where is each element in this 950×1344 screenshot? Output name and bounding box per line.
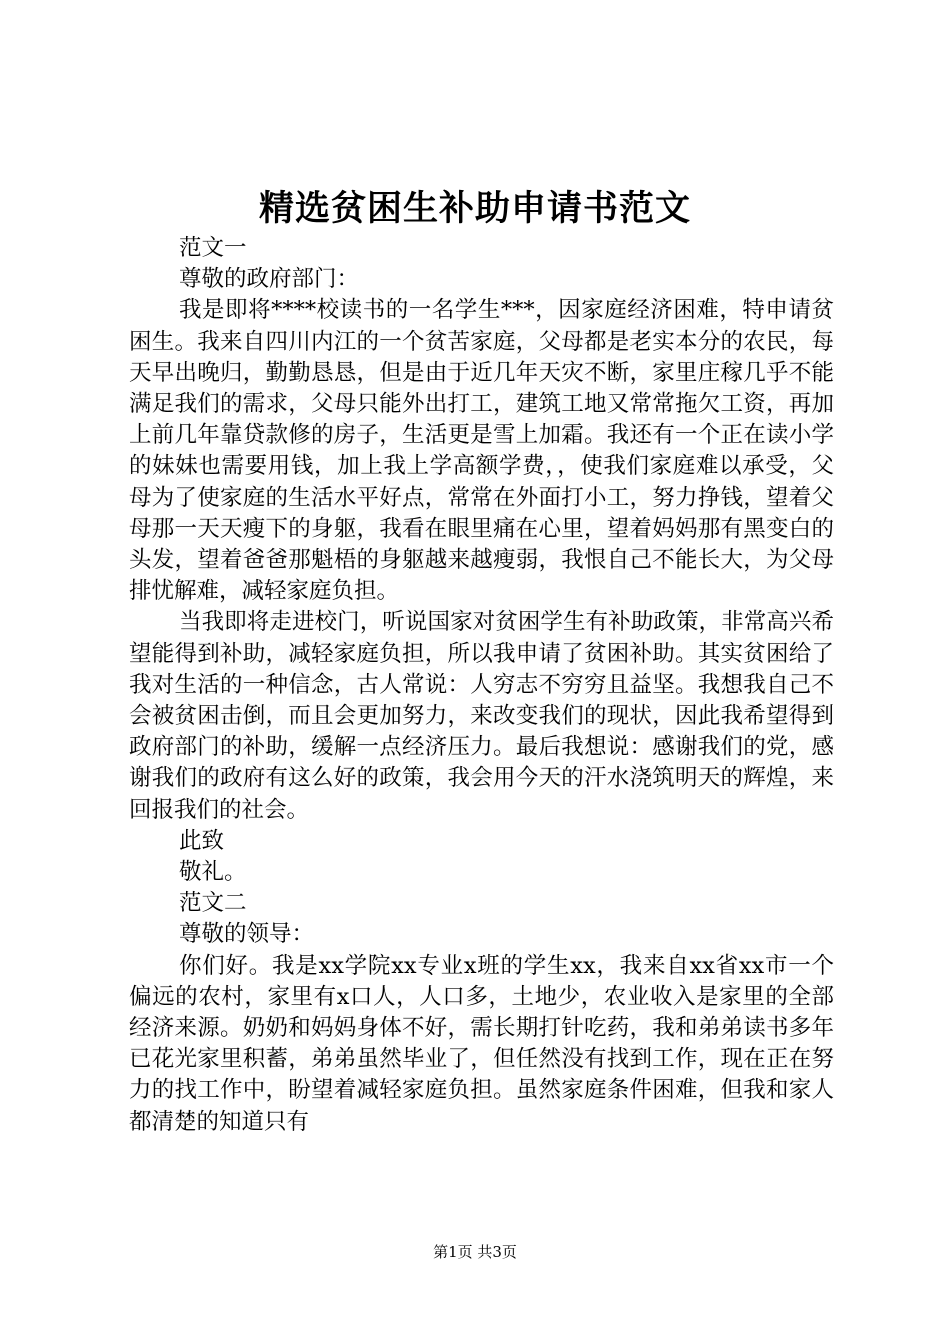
- document-body: [129, 233, 834, 1138]
- closing-1: 此致: [179, 827, 225, 854]
- document-title: 精选贫困生补助申请书范文: [258, 188, 691, 229]
- page-number: 第1页 共3页: [433, 1243, 517, 1261]
- body-paragraph-3: 你们好。我是xx学院xx专业x班的学生xx，我来自xx省xx市一个偏远的农村，家里有x口人，人口多，土地少，农业收入是家里的全部经济来源。奶奶和妈妈身体不好，需长期打针吃药，我和弟弟读书多年已花光家里积蓄，弟弟虽然毕业了，但任然没有找到工作，现在正在努力的找工作中，盼望着减轻家庭负担。虽然家庭条件困难，但我和家人都清楚的知道只有: [129, 952, 834, 1135]
- closing-2: 敬礼。: [179, 859, 247, 886]
- body-paragraph-1: 我是即将****校读书的一名学生***，因家庭经济困难，特申请贫困生。我来自四川内江的一个贫苦家庭，父母都是老实本分的农民，每天早出晚归，勤勤恳恳，但是由于近几年天灾不断，家里庄稼几乎不能满足我们的需求，父母只能外出打工，建筑工地又常常拖欠工资，再加上前几年靠贷款修的房子，生活更是雪上加霜。我还有一个正在读小学的妹妹也需要用钱，加上我上学高额学费，，使我们家庭难以承受，父母为了使家庭的生活水平好点，常常在外面打小工，努力挣钱，望着父母那一天天瘦下的身躯，我看在眼里痛在心里，望着妈妈那有黑变白的头发，望着爸爸那魁梧的身躯越来越瘦弱，我恨自己不能长大，为父母排忧解难，减轻家庭负担。: [129, 297, 834, 605]
- salutation-1: 尊敬的政府部门：: [179, 266, 360, 293]
- body-paragraph-2: 当我即将走进校门，听说国家对贫困学生有补助政策，非常高兴希望能得到补助，减轻家庭负担，所以我申请了贫困补助。其实贫困给了我对生活的一种信念，古人常说：人穷志不穷穷且益坚。我想我自己不会被贫困击倒，而且会更加努力，来改变我们的现状，因此我希望得到政府部门的补助，缓解一点经济压力。最后我想说：感谢我们的党，感谢我们的政府有这么好的政策，我会用今天的汗水浇筑明天的辉煌，来回报我们的社会。: [129, 609, 834, 823]
- section-heading-2: 范文二: [179, 890, 247, 917]
- section-heading-1: 范文一: [179, 235, 247, 261]
- salutation-2: 尊敬的领导：: [179, 921, 315, 948]
